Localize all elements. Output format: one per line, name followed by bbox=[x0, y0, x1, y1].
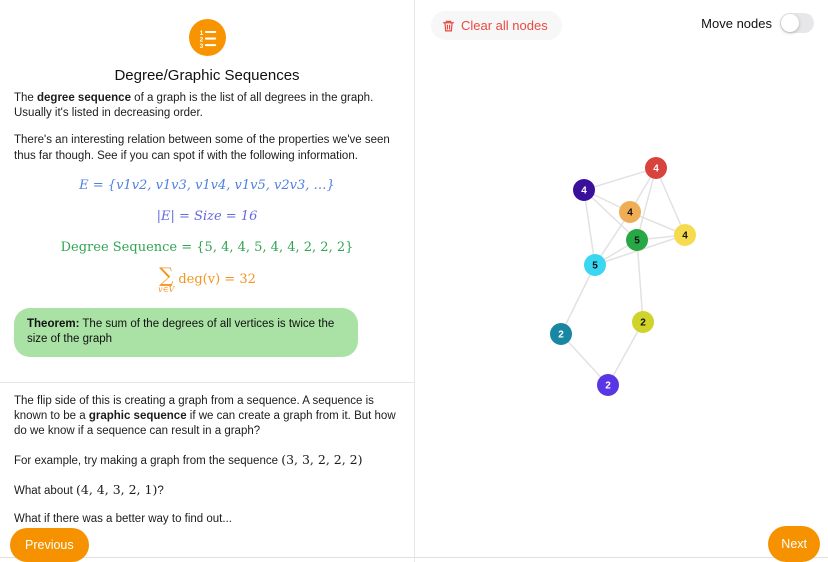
ordered-list-icon bbox=[189, 19, 226, 56]
graph-panel bbox=[414, 0, 828, 562]
previous-button[interactable]: Previous bbox=[10, 528, 89, 562]
theorem-callout: Theorem: The sum of the degrees of all vertices is twice the size of the graph bbox=[14, 308, 358, 357]
svg-text:1: 1 bbox=[199, 29, 203, 37]
paragraph-degree-sequence: The degree sequence of a graph is the list of all degrees in the graph. Usually it's listed in decreasing order. bbox=[14, 92, 374, 120]
formula-size: |E| = Size = 16 bbox=[156, 208, 258, 224]
svg-text:4: 4 bbox=[682, 230, 688, 242]
lesson-icon-wrap bbox=[0, 19, 414, 56]
section-divider bbox=[0, 382, 414, 383]
graph-node-n6[interactable] bbox=[584, 254, 606, 276]
svg-text:2: 2 bbox=[640, 317, 646, 329]
graph-edge-n4-n8 bbox=[637, 240, 643, 322]
svg-text:2: 2 bbox=[558, 329, 564, 341]
svg-text:2: 2 bbox=[605, 380, 611, 392]
graph-canvas[interactable] bbox=[415, 50, 828, 523]
graph-node-n9[interactable] bbox=[597, 374, 619, 396]
paragraph-example: For example, try making a graph from the sequence (3, 3, 2, 2, 2) bbox=[14, 452, 363, 468]
sigma-symbol: ∑ v∈V bbox=[158, 262, 175, 294]
graph-node-n8[interactable] bbox=[632, 311, 654, 333]
graph-edge-n1-n4 bbox=[637, 168, 656, 240]
graph-node-n1[interactable] bbox=[645, 157, 667, 179]
next-button[interactable]: Next bbox=[768, 526, 820, 562]
graph-node-n2[interactable] bbox=[573, 179, 595, 201]
svg-text:4: 4 bbox=[653, 163, 659, 175]
formula-degree-sequence: Degree Sequence = {5, 4, 4, 5, 4, 4, 2, 2, 2} bbox=[60, 239, 354, 255]
svg-text:3: 3 bbox=[199, 43, 203, 48]
graph-node-n7[interactable] bbox=[550, 323, 572, 345]
graph-edge-n6-n7 bbox=[561, 265, 595, 334]
graph-node-n5[interactable] bbox=[674, 224, 696, 246]
formula-degree-sum: ∑ v∈V deg(v) = 32 bbox=[158, 262, 256, 294]
clear-all-nodes-button[interactable]: Clear all nodes bbox=[431, 11, 562, 40]
svg-text:4: 4 bbox=[627, 207, 633, 219]
svg-text:2: 2 bbox=[199, 36, 203, 44]
graph-node-n4[interactable] bbox=[626, 229, 648, 251]
bottom-divider bbox=[0, 557, 828, 558]
paragraph-better-way: What if there was a better way to find out... bbox=[14, 512, 232, 525]
paragraph-what-about: What about (4, 4, 3, 2, 1)? bbox=[14, 482, 164, 498]
svg-text:5: 5 bbox=[634, 235, 640, 247]
page-title: Degree/Graphic Sequences bbox=[114, 67, 300, 84]
svg-text:5: 5 bbox=[592, 260, 598, 272]
paragraph-relation: There's an interesting relation between some of the properties we've seen thus far though. See if you can spot if with the following information. bbox=[14, 134, 390, 162]
graph-node-n3[interactable] bbox=[619, 201, 641, 223]
graph-edge-n2-n6 bbox=[584, 190, 595, 265]
paragraph-graphic-sequence: The flip side of this is creating a graph from a sequence. A sequence is known to be a graphic sequence if we can create a graph from it. But how do we know if a sequence can result in a graph? bbox=[14, 394, 396, 438]
move-nodes-label: Move nodes bbox=[701, 15, 772, 31]
formula-edge-set: E = {v1v2, v1v3, v1v4, v1v5, v2v3, …} bbox=[79, 177, 335, 193]
svg-text:4: 4 bbox=[581, 185, 587, 197]
